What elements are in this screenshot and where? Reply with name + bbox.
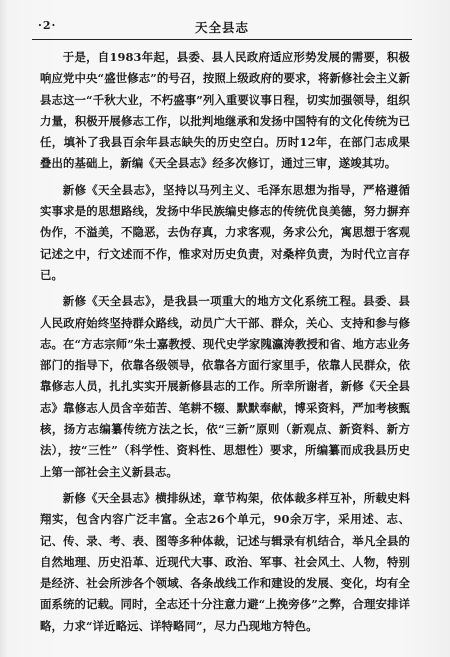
paragraph-1: 于是，自1983年起，县委、县人民政府适应形势发展的需要，积极响应党中央“盛世修志”的号召，按照上级政府的要求，将新修社会主义新县志这一“千秋大业，不朽盛事”列入重要议事日程，切实加强领导，组织力量，积极开展修志工作，以批判地继承和发扬中国特有的文化传统为已任，填补了我县百余年县志缺失的历史空白。历时12年，在部门志成果叠出的基础上，新编《天全县志》经多次修订，通过三审，遂竣其功。 xyxy=(40,50,410,171)
page-header xyxy=(32,16,412,38)
body-text xyxy=(40,47,410,649)
paragraph-2: 新修《天全县志》，坚持以马列主义、毛泽东思想为指导，严格遵循实事求是的思想路线，发扬中华民族编史修志的传统优良美德，努力摒弃伪作，不溢美，不隐恶，去伪存真，力求客观，务求公允，寓思想于客观记述之中，行文述而不作，惟求对历史负责，对桑梓负责，为时代立言存已。 xyxy=(40,182,410,282)
header-rule xyxy=(32,39,412,40)
paragraph-3: 新修《天全县志》，是我县一项重大的地方文化系统工程。县委、县人民政府始终坚持群众路线，动员广大干部、群众，关心、支持和参与修志。在“方志宗师”朱士嘉教授、现代史学家隗瀛涛教授和省、地方志业务部门的指导下，依靠各级领导，依靠各方面行家里手，依靠人民群众，依靠修志人员，扎扎实实开展新修县志的工作。所幸所谢者，新修《天全县志》靠修志人员含辛茹苦、笔耕不辍、默默奉献，博采资料，严加考核甄核，扬方志编纂传统方法之长，依“三新”原则（新观点、新资料、新方法），按“三性”（科学性、资料性、思想性）要求，所编纂而成我县历史上第一部社会主义新县志。 xyxy=(40,294,410,479)
page-number: ·2· xyxy=(38,19,57,32)
paragraph-4: 新修《天全县志》横排纵述，章节构架，依体裁多样互补，所载史料翔实，包含内容广泛丰富。全志26个单元，90余万字，采用述、志、记、传、录、考、表、图等多种体裁，记述与辑录有机结合，举凡全县的自然地理、历史沿革、近现代大事、政治、军事、社会风土、人物，特别是经济、社会所涉各个领域、各条战线工作和建设的发展、变化，均有全面系统的记载。同时，全志还十分注意力避“上挽旁侈”之弊，合理安排详略，力求“详近略远、详特略同”，尽力凸现地方特色。 xyxy=(40,490,410,633)
running-title: 天全县志 xyxy=(194,20,249,35)
